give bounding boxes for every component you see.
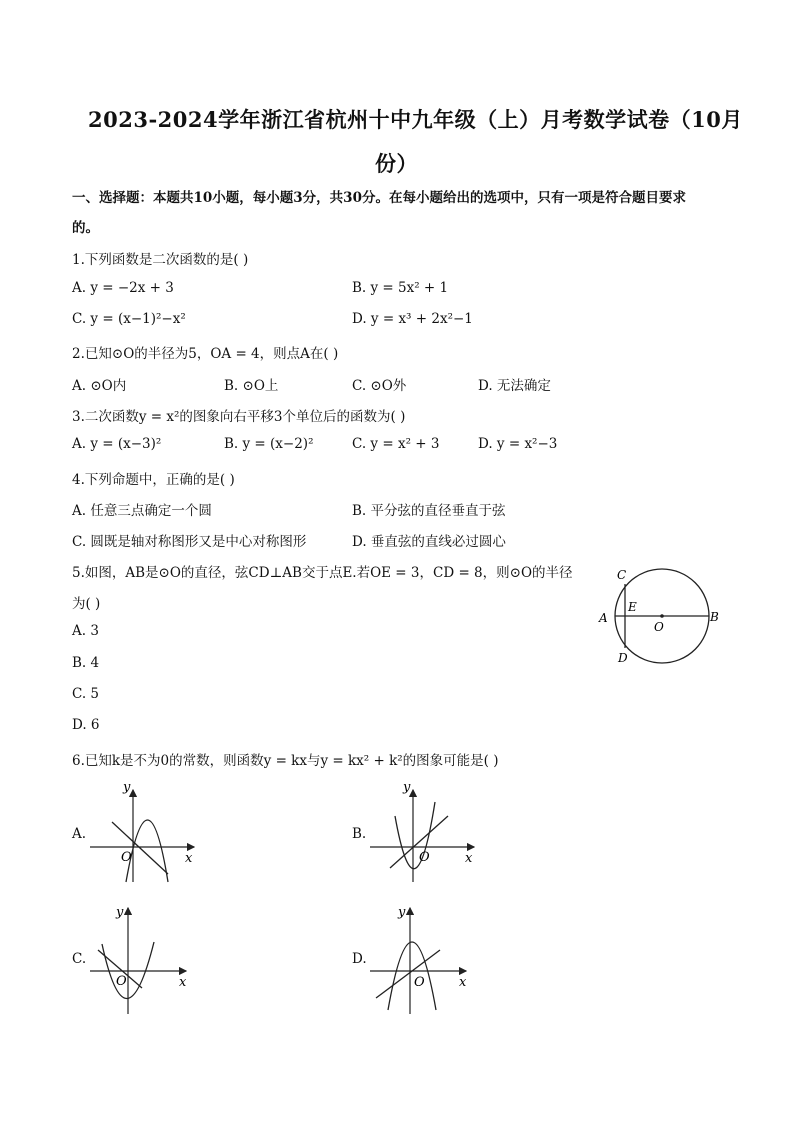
graph-a[interactable] xyxy=(88,778,200,886)
y-label: y xyxy=(403,780,411,795)
section-heading-line2: 的。 xyxy=(72,220,99,236)
question-5-stem-line2: 为( ) xyxy=(72,596,101,612)
question-5-option-a[interactable]: A. 3 xyxy=(72,623,99,639)
question-5-option-c[interactable]: C. 5 xyxy=(72,686,100,702)
line xyxy=(112,822,168,874)
label-c: C xyxy=(617,568,627,582)
question-2-option-a[interactable]: A. ⊙O内 xyxy=(72,378,127,394)
y-label: y xyxy=(398,905,406,920)
label-b: B xyxy=(710,610,719,624)
question-6-option-d[interactable]: D. xyxy=(352,951,367,967)
x-label: x xyxy=(459,975,467,990)
origin-label: O xyxy=(116,974,127,989)
question-6-option-c[interactable]: C. xyxy=(72,951,87,967)
question-2-option-c[interactable]: C. ⊙O外 xyxy=(352,378,407,394)
y-label: y xyxy=(123,780,131,795)
question-2-stem: 2.已知⊙O的半径为5，OA = 4，则点A在( ) xyxy=(72,346,339,362)
label-o: O xyxy=(654,620,664,634)
question-6-stem: 6.已知k是不为0的常数，则函数y = kx与y = kx² + k²的图象可能是( ) xyxy=(72,753,499,769)
x-label: x xyxy=(185,851,193,866)
line xyxy=(376,950,440,998)
label-e: E xyxy=(628,600,637,614)
question-5-option-b[interactable]: B. 4 xyxy=(72,655,100,671)
question-4-option-d[interactable]: D. 垂直弦的直线必过圆心 xyxy=(352,534,506,550)
question-3-option-b[interactable]: B. y = (x−2)² xyxy=(224,436,314,452)
question-3-stem: 3.二次函数y = x²的图象向右平移3个单位后的函数为( ) xyxy=(72,409,406,425)
question-4-option-c[interactable]: C. 圆既是轴对称图形又是中心对称图形 xyxy=(72,534,307,550)
question-1-option-c[interactable]: C. y = (x−1)²−x² xyxy=(72,311,186,327)
page-title-line1: 2023-2024学年浙江省杭州十中九年级（上）月考数学试卷（10月 xyxy=(88,107,743,132)
question-5-option-d[interactable]: D. 6 xyxy=(72,717,100,733)
section-heading-line1: 一、选择题：本题共10小题，每小题3分，共30分。在每小题给出的选项中，只有一项是符合题目要求 xyxy=(72,190,686,206)
label-a: A xyxy=(599,611,608,625)
page-title-line2: 份） xyxy=(375,151,418,176)
question-4-option-b[interactable]: B. 平分弦的直径垂直于弦 xyxy=(352,503,506,519)
x-label: x xyxy=(179,975,187,990)
question-2-option-b[interactable]: B. ⊙O上 xyxy=(224,378,279,394)
question-3-option-a[interactable]: A. y = (x−3)² xyxy=(72,436,162,452)
parabola xyxy=(388,942,436,1010)
question-3-option-d[interactable]: D. y = x²−3 xyxy=(478,436,558,452)
question-1-option-a[interactable]: A. y = −2x + 3 xyxy=(72,280,174,296)
question-1-option-b[interactable]: B. y = 5x² + 1 xyxy=(352,280,449,296)
graph-b[interactable] xyxy=(368,778,480,886)
question-4-option-a[interactable]: A. 任意三点确定一个圆 xyxy=(72,503,212,519)
graph-d[interactable] xyxy=(368,902,480,1016)
origin-label: O xyxy=(419,850,430,865)
parabola xyxy=(126,820,168,882)
question-5-stem-line1: 5.如图，AB是⊙O的直径，弦CD⊥AB交于点E.若OE = 3，CD = 8，则⊙O的半径 xyxy=(72,565,573,581)
label-d: D xyxy=(618,651,628,665)
question-6-option-b[interactable]: B. xyxy=(352,826,367,842)
question-4-stem: 4.下列命题中，正确的是( ) xyxy=(72,472,235,488)
graph-c[interactable] xyxy=(88,902,200,1016)
question-1-option-d[interactable]: D. y = x³ + 2x²−1 xyxy=(352,311,473,327)
question-3-option-c[interactable]: C. y = x² + 3 xyxy=(352,436,440,452)
question-6-option-a[interactable]: A. xyxy=(72,826,87,842)
center-point xyxy=(660,614,664,618)
origin-label: O xyxy=(121,850,132,865)
origin-label: O xyxy=(414,975,425,990)
question-2-option-d[interactable]: D. 无法确定 xyxy=(478,378,551,394)
x-label: x xyxy=(465,851,473,866)
circle-figure xyxy=(592,562,728,670)
question-1-stem: 1.下列函数是二次函数的是( ) xyxy=(72,252,249,268)
y-label: y xyxy=(116,905,124,920)
